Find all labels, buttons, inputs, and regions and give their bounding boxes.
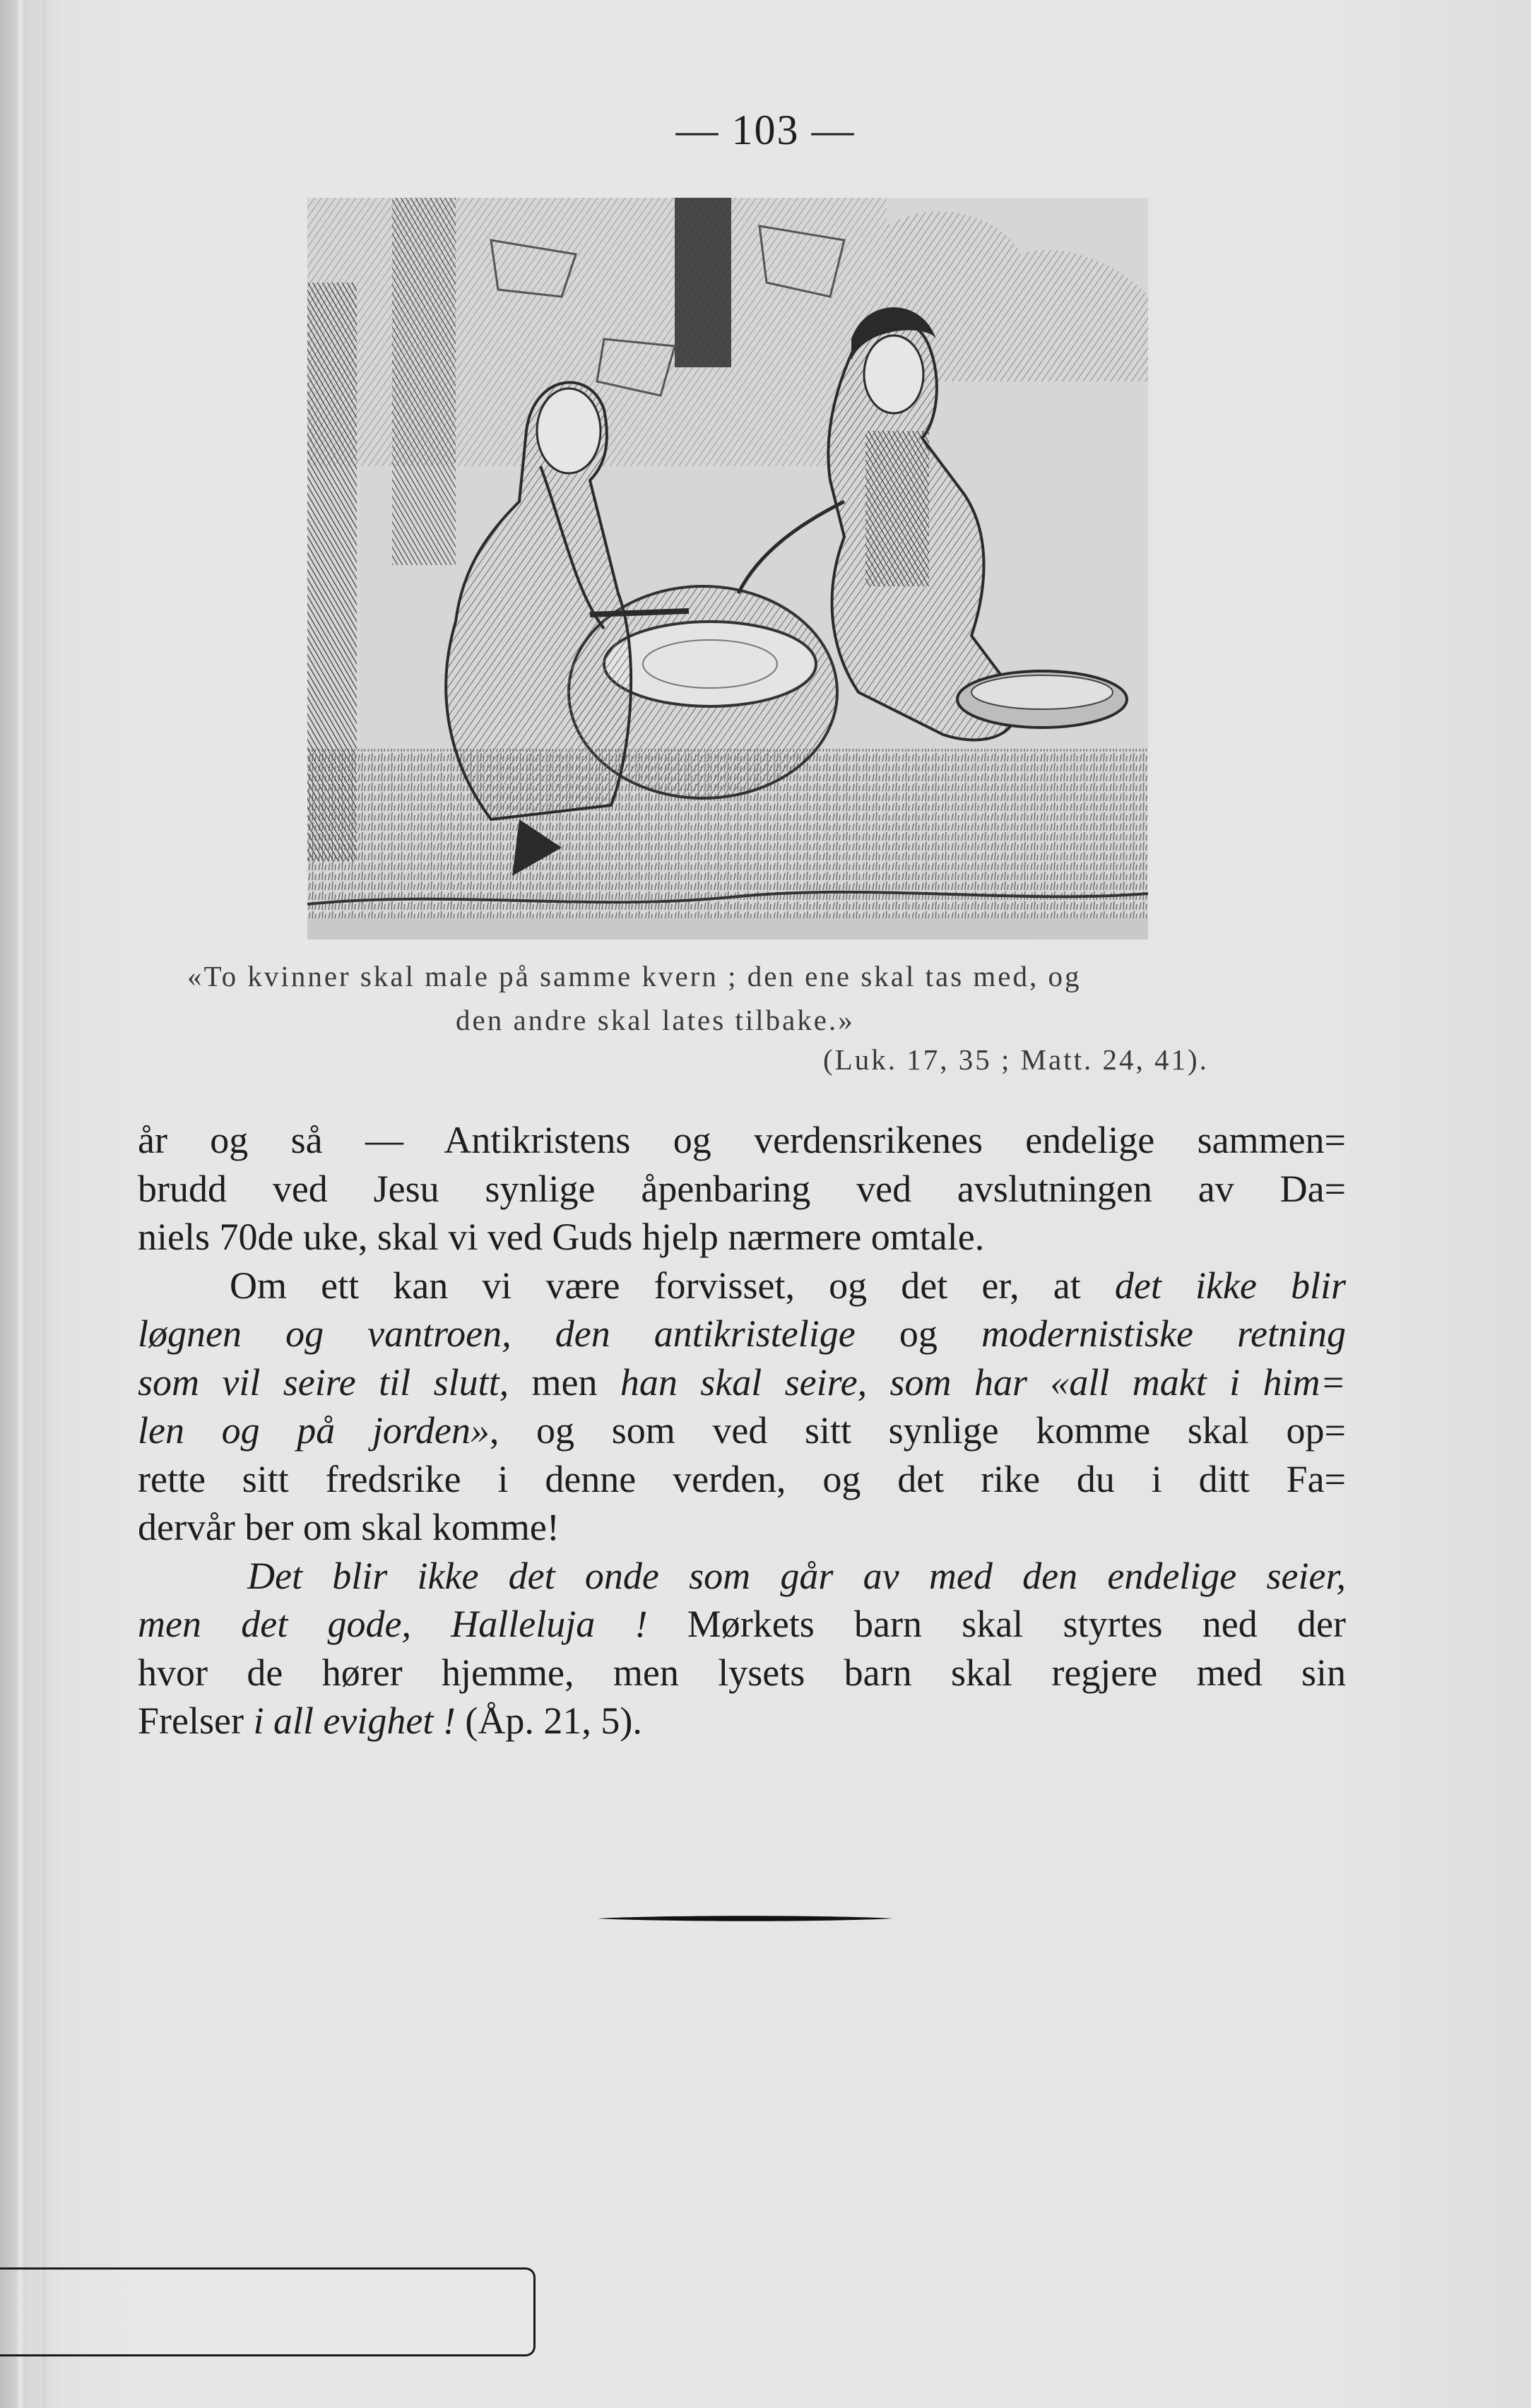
paragraph-2-line: dervår ber om skal komme!: [138, 1506, 560, 1548]
paragraph-1-line: år og så — Antikristens og verdensrikenes endelige sammen=: [138, 1119, 1346, 1161]
emphasis-text: modernistiske retning: [981, 1312, 1347, 1355]
text-span: , og som ved sitt synlige komme skal op=: [489, 1409, 1346, 1452]
emphasis-text: det ikke blir: [1114, 1264, 1347, 1307]
paragraph-3-line: [138, 1697, 1346, 1745]
page-spine-shadow: [42, 0, 47, 2408]
emphasis-text: len og på jorden»: [138, 1409, 490, 1452]
paragraph-2-line: [138, 1262, 1346, 1310]
paragraph-3-line: hvor de hører hjemme, men lysets barn skal regjere med sin: [138, 1651, 1346, 1694]
illustration-women-grinding: [307, 198, 1148, 939]
text-span: og: [855, 1312, 981, 1355]
body-text: [138, 1116, 1346, 1745]
text-span: Mørkets barn skal styrtes ned der: [647, 1603, 1346, 1645]
page-spine-edge: [16, 0, 25, 2408]
emphasis-text: i all evighet !: [253, 1700, 456, 1742]
text-span: Frelser: [138, 1700, 254, 1742]
paragraph-3-line: [138, 1600, 1346, 1649]
section-divider-rule: [597, 1914, 894, 1923]
emphasis-text: men det gode, Halleluja !: [138, 1603, 648, 1645]
text-span: (Åp. 21, 5).: [455, 1700, 642, 1742]
emphasis-text: han skal seire, som har «all makt i him=: [620, 1360, 1346, 1404]
caption-reference: (Luk. 17, 35 ; Matt. 24, 41).: [823, 1043, 1209, 1076]
caption-line-2: den andre skal lates tilbake.»: [456, 1004, 855, 1036]
caption-line-1: «To kvinner skal male på samme kvern ; den ene skal tas med, og: [187, 960, 1082, 992]
paragraph-2-line: [138, 1310, 1346, 1358]
paragraph-2-line: [138, 1358, 1346, 1407]
emphasis-text: Det blir ikke det onde som går av med den endelige seier,: [247, 1554, 1346, 1597]
paragraph-2-line: rette sitt fredsrike i denne verden, og det rike du i ditt Fa=: [138, 1457, 1346, 1500]
paragraph-1-line: niels 70de uke, skal vi ved Guds hjelp nærmere omtale.: [138, 1216, 985, 1258]
page-number: — 103 —: [675, 107, 856, 153]
text-span: Om ett kan vi være forvisset, og det er, at: [230, 1264, 1115, 1307]
paragraph-3-line: [138, 1552, 1346, 1601]
paragraph-2-line: [138, 1406, 1346, 1455]
page-tab-marker: [0, 2267, 536, 2356]
paragraph-1-line: brudd ved Jesu synlige åpenbaring ved avslutningen av Da=: [138, 1167, 1346, 1210]
emphasis-text: som vil seire til slutt,: [138, 1360, 509, 1404]
emphasis-text: løgnen og vantroen, den antikristelige: [138, 1312, 856, 1355]
text-span: men: [509, 1360, 620, 1404]
